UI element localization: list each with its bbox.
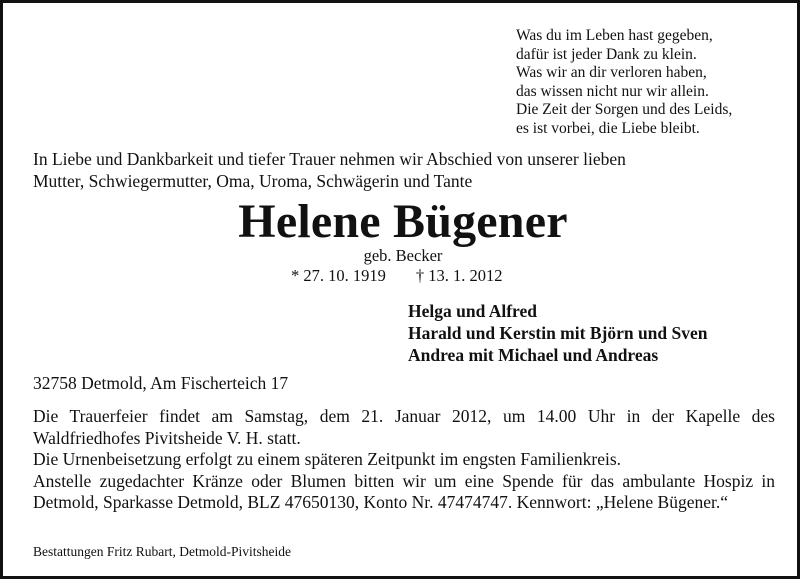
mourning-family xyxy=(408,300,708,366)
address: 32758 Detmold, Am Fischerteich 17 xyxy=(33,373,289,393)
intro-text xyxy=(33,149,626,192)
intro-line: In Liebe und Dankbarkeit und tiefer Trauer nehmen wir Abschied von unserer lieben xyxy=(33,149,626,169)
ceremony-paragraph: Die Trauerfeier findet am Samstag, dem 21. Januar 2012, um 14.00 Uhr in der Kapelle des Waldfriedhofes Pivitsheide V. H. statt. xyxy=(33,406,775,448)
poem-line: Die Zeit der Sorgen und des Leids, xyxy=(516,101,733,118)
memorial-poem xyxy=(516,27,732,138)
donation-paragraph: Anstelle zugedachter Kränze oder Blumen bitten wir um eine Spende für das ambulante Hospiz in Detmold, Sparkasse Detmold, BLZ 47650130, Konto Nr. 47474747. Kennwort: „Helene Bügener.“ xyxy=(33,470,775,512)
poem-line: Was wir an dir verloren haben, xyxy=(516,64,707,81)
service-details xyxy=(33,406,775,514)
funeral-home: Bestattungen Fritz Rubart, Detmold-Pivitsheide xyxy=(33,544,291,559)
family-line: Harald und Kerstin mit Björn und Sven xyxy=(408,323,708,343)
family-line: Helga und Alfred xyxy=(408,301,538,321)
poem-line: dafür ist jeder Dank zu klein. xyxy=(516,45,697,63)
poem-line: das wissen nicht nur wir allein. xyxy=(516,82,709,100)
death-date: † 13. 1. 2012 xyxy=(415,266,503,285)
deceased-name: Helene Bügener xyxy=(238,195,568,248)
intro-line: Mutter, Schwiegermutter, Oma, Uroma, Schwägerin und Tante xyxy=(33,170,473,191)
poem-line: es ist vorbei, die Liebe bleibt. xyxy=(516,119,700,137)
family-line: Andrea mit Michael und Andreas xyxy=(408,345,659,365)
poem-line: Was du im Leben hast gegeben, xyxy=(516,27,713,44)
burial-paragraph: Die Urnenbeisetzung erfolgt zu einem späteren Zeitpunkt im engsten Familienkreis. xyxy=(33,449,622,469)
maiden-name: geb. Becker xyxy=(363,246,443,265)
birth-date: * 27. 10. 1919 xyxy=(291,266,386,285)
life-dates xyxy=(291,266,503,286)
